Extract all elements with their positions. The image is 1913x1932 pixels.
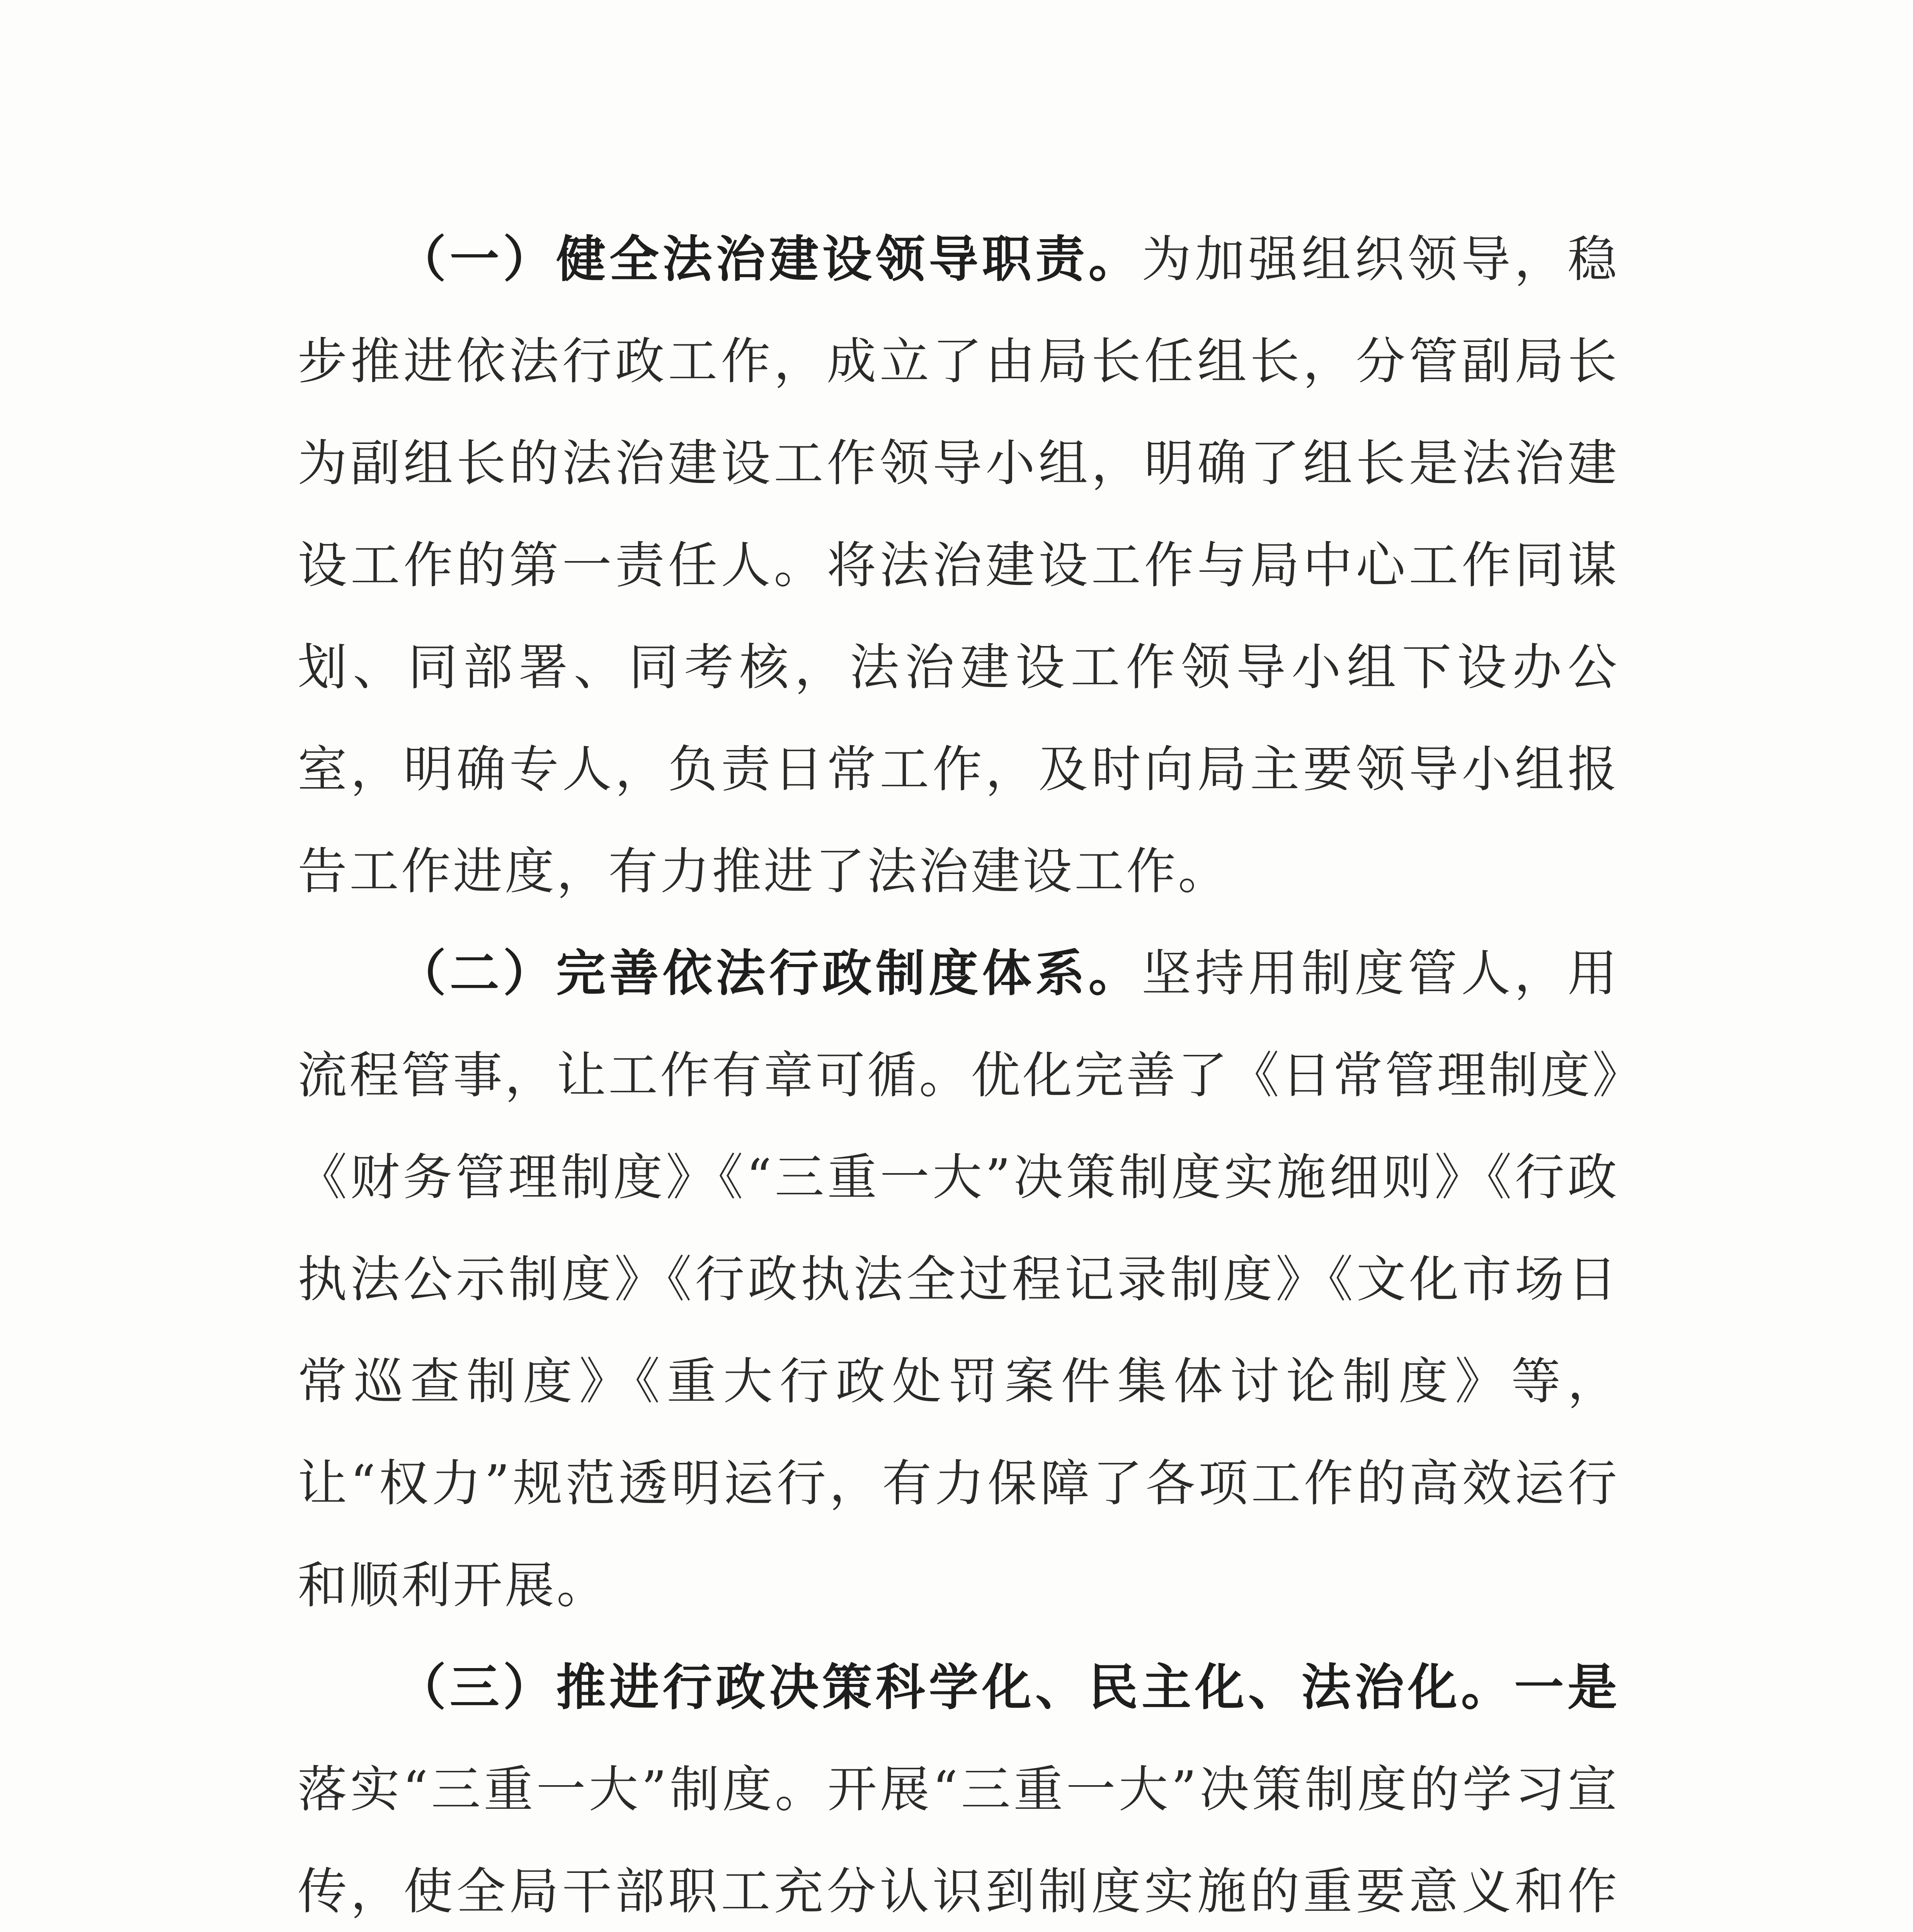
paragraph-1 xyxy=(298,209,1619,923)
paragraph-1-heading: （一）健全法治建设领导职责。 xyxy=(397,231,1142,288)
paragraph-2-heading: （二）完善依法行政制度体系。 xyxy=(397,945,1142,1002)
paragraph-2 xyxy=(298,923,1619,1637)
paragraph-3-text: 落实“三重一大”制度。开展“三重一大”决策制度的学习宣传，使全局干部职工充分认识到制度实施的重要意义和作 xyxy=(298,1761,1619,1920)
paragraph-3-heading: （三）推进行政决策科学化、民主化、法治化。一是 xyxy=(397,1659,1619,1716)
paragraph-2-text: 坚持用制度管人，用流程管事，让工作有章可循。优化完善了《日常管理制度》《财务管理制度》《“三重一大”决策制度实施细则》《行政执法公示制度》《行政执法全过程记录制度》《文化市场日常巡查制度》《重大行政处罚案件集体讨论制度》等，让“权力”规范透明运行，有力保障了各项工作的高效运行和顺利开展。 xyxy=(298,945,1620,1614)
paragraph-3 xyxy=(298,1637,1619,1932)
paragraph-1-text: 为加强组织领导，稳步推进依法行政工作，成立了由局长任组长，分管副局长为副组长的法治建设工作领导小组，明确了组长是法治建设工作的第一责任人。将法治建设工作与局中心工作同谋划、同部署、同考核，法治建设工作领导小组下设办公室，明确专人，负责日常工作，及时向局主要领导小组报告工作进度，有力推进了法治建设工作。 xyxy=(298,231,1619,900)
document-body xyxy=(298,209,1619,1932)
